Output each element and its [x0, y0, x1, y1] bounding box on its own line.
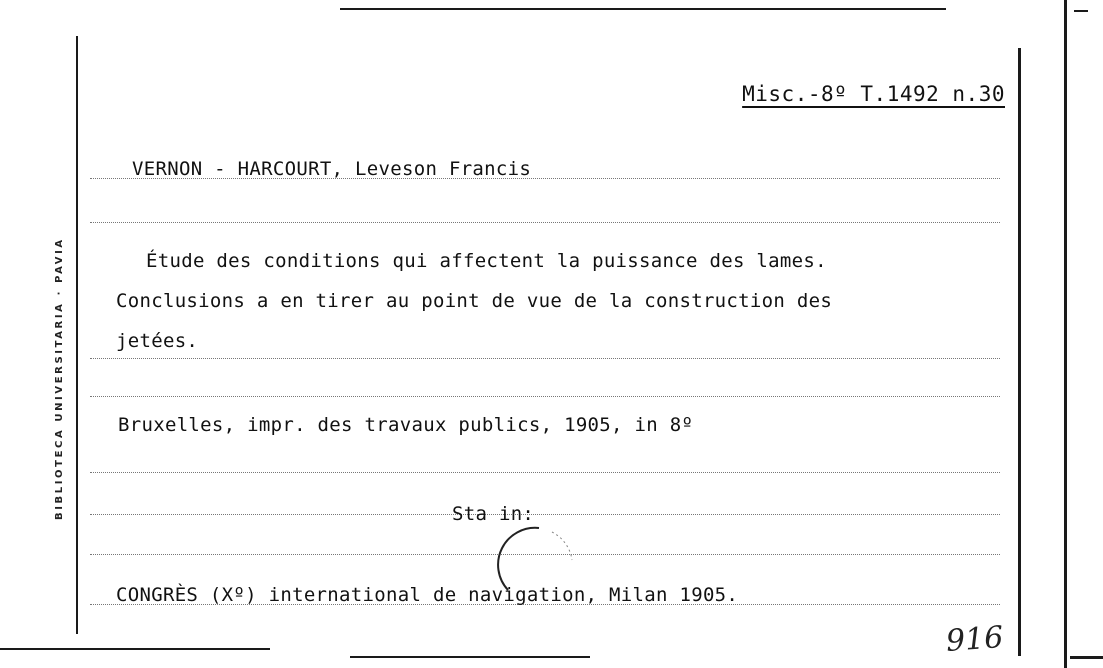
ruled-line [90, 514, 1000, 515]
title-line-3: jetées. [116, 330, 199, 352]
card-top-edge [340, 8, 946, 10]
series-note: CONGRÈS (Xº) international de navigation, Milan 1905. [116, 584, 739, 606]
card-bottom-edge [0, 648, 270, 650]
scan-corner-mark [1074, 10, 1088, 12]
ruled-line [90, 222, 1000, 223]
card-right-border [1018, 48, 1021, 656]
extract-note: Sta in: [452, 503, 535, 525]
imprint: Bruxelles, impr. des travaux publics, 1905, in 8º [118, 414, 694, 436]
title-line-1: Étude des conditions qui affectent la puissance des lames. [146, 250, 827, 272]
handwritten-number: 916 [944, 620, 1005, 659]
title-line-2: Conclusions a en tirer au point de vue de la construction des [116, 290, 833, 312]
library-stamp: BIBLIOTECA UNIVERSITARIA · PAVIA [54, 237, 65, 520]
ruled-line [90, 396, 1000, 397]
shelfmark: Misc.-8º T.1492 n.30 [742, 82, 1005, 106]
scan-right-edge [1064, 0, 1067, 668]
ruled-line [90, 358, 1000, 359]
card-bottom-edge-3 [1070, 656, 1103, 659]
card-bottom-edge-2 [350, 656, 590, 658]
ruled-line [90, 472, 1000, 473]
author-heading: VERNON - HARCOURT, Leveson Francis [132, 158, 532, 180]
card-left-border [76, 36, 78, 634]
